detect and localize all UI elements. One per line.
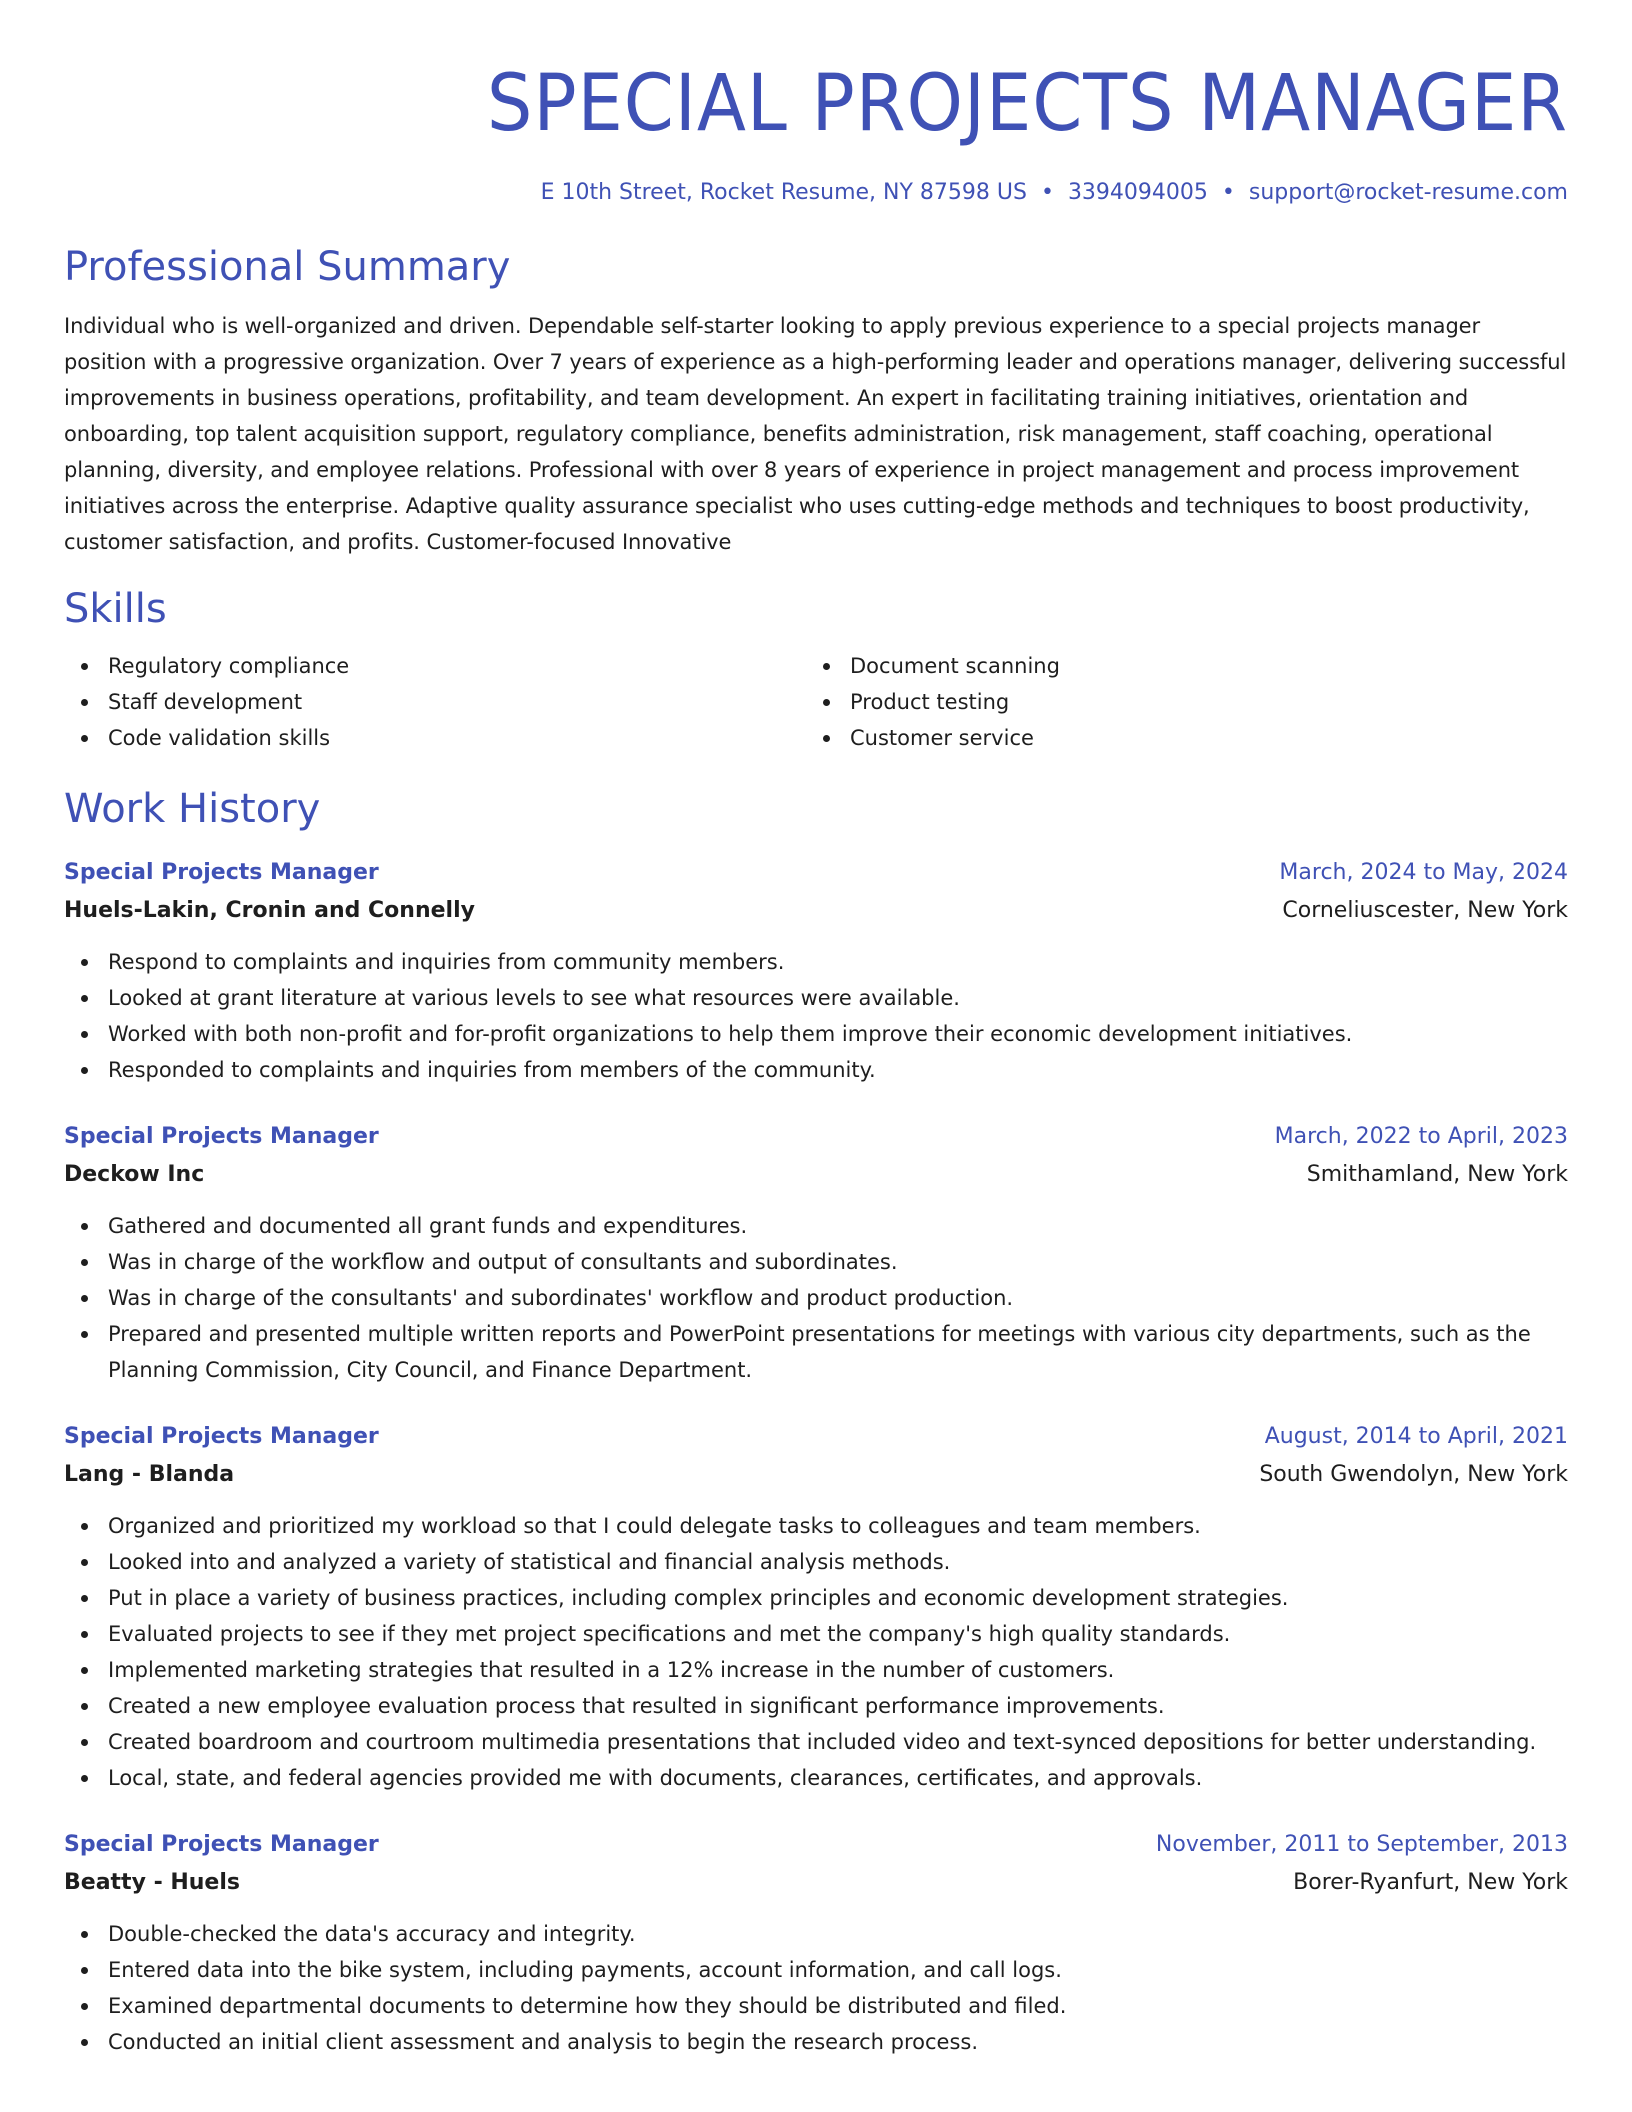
skill-item: Document scanning xyxy=(806,648,1548,684)
job-header-row xyxy=(64,854,1568,892)
job-location: Corneliuscester, New York xyxy=(1282,898,1568,923)
job-dates: August, 2014 to April, 2021 xyxy=(1264,1424,1568,1449)
skills-list-right xyxy=(806,648,1548,756)
work-history-heading: Work History xyxy=(64,786,321,832)
skill-item: Staff development xyxy=(64,684,806,720)
page-title: SPECIAL PROJECTS MANAGER xyxy=(486,59,1568,149)
contact-address: E 10th Street, Rocket Resume, NY 87598 US xyxy=(540,180,1027,205)
job-bullets xyxy=(64,944,1568,1088)
job-dates: November, 2011 to September, 2013 xyxy=(1155,1832,1568,1857)
job-bullet: Gathered and documented all grant funds and expenditures. xyxy=(64,1208,1568,1244)
contact-phone[interactable]: 3394094005 xyxy=(1067,180,1208,205)
summary-heading: Professional Summary xyxy=(64,244,511,290)
job-company-row xyxy=(64,1156,1568,1194)
job-company-row xyxy=(64,1456,1568,1494)
contact-separator: • xyxy=(1040,180,1054,205)
skill-item: Product testing xyxy=(806,684,1548,720)
job-bullet: Worked with both non-profit and for-profit organizations to help them improve their economic development initiatives. xyxy=(64,1016,1568,1052)
job-location: South Gwendolyn, New York xyxy=(1259,1462,1568,1487)
job-bullet: Was in charge of the workflow and output of consultants and subordinates. xyxy=(64,1244,1568,1280)
skill-item: Code validation skills xyxy=(64,720,806,756)
job-entry xyxy=(64,1118,1568,1388)
job-bullet: Created boardroom and courtroom multimedia presentations that included video and text-synced depositions for better understanding. xyxy=(64,1724,1568,1760)
job-company: Beatty - Huels xyxy=(64,1870,240,1895)
job-bullet: Looked into and analyzed a variety of statistical and financial analysis methods. xyxy=(64,1544,1568,1580)
job-bullet: Organized and prioritized my workload so that I could delegate tasks to colleagues and team members. xyxy=(64,1508,1568,1544)
job-bullet: Created a new employee evaluation process that resulted in significant performance improvements. xyxy=(64,1688,1568,1724)
skill-item: Regulatory compliance xyxy=(64,648,806,684)
job-dates: March, 2022 to April, 2023 xyxy=(1274,1124,1568,1149)
contact-email[interactable]: support@rocket-resume.com xyxy=(1248,180,1568,205)
job-bullet: Looked at grant literature at various levels to see what resources were available. xyxy=(64,980,1568,1016)
job-bullet: Responded to complaints and inquiries from members of the community. xyxy=(64,1052,1568,1088)
job-bullet: Respond to complaints and inquiries from community members. xyxy=(64,944,1568,980)
job-bullet: Double-checked the data's accuracy and integrity. xyxy=(64,1916,1568,1952)
job-title: Special Projects Manager xyxy=(64,1124,379,1149)
job-header-row xyxy=(64,1826,1568,1864)
job-entry xyxy=(64,1826,1568,2060)
job-bullets xyxy=(64,1208,1568,1388)
job-dates: March, 2024 to May, 2024 xyxy=(1279,860,1568,885)
job-entry xyxy=(64,1418,1568,1796)
job-bullet: Was in charge of the consultants' and subordinates' workflow and product production. xyxy=(64,1280,1568,1316)
job-bullet: Implemented marketing strategies that resulted in a 12% increase in the number of customers. xyxy=(64,1652,1568,1688)
skills-list-left xyxy=(64,648,806,756)
job-company-row xyxy=(64,892,1568,930)
job-bullets xyxy=(64,1916,1568,2060)
job-company: Huels-Lakin, Cronin and Connelly xyxy=(64,898,475,923)
job-company-row xyxy=(64,1864,1568,1902)
job-company: Lang - Blanda xyxy=(64,1462,235,1487)
job-location: Smithamland, New York xyxy=(1306,1162,1568,1187)
skill-item: Customer service xyxy=(806,720,1548,756)
contact-separator: • xyxy=(1221,180,1235,205)
job-bullet: Entered data into the bike system, including payments, account information, and call logs. xyxy=(64,1952,1568,1988)
job-title: Special Projects Manager xyxy=(64,1424,379,1449)
job-title: Special Projects Manager xyxy=(64,860,379,885)
job-bullet: Put in place a variety of business practices, including complex principles and economic development strategies. xyxy=(64,1580,1568,1616)
job-bullet: Prepared and presented multiple written reports and PowerPoint presentations for meetings with various city departments, such as the Planning Commission, City Council, and Finance Department. xyxy=(64,1316,1568,1388)
job-location: Borer-Ryanfurt, New York xyxy=(1293,1870,1568,1895)
job-header-row xyxy=(64,1418,1568,1456)
job-bullet: Local, state, and federal agencies provided me with documents, clearances, certificates, and approvals. xyxy=(64,1760,1568,1796)
job-entry xyxy=(64,854,1568,1088)
job-company: Deckow Inc xyxy=(64,1162,205,1187)
job-header-row xyxy=(64,1118,1568,1156)
job-title: Special Projects Manager xyxy=(64,1832,379,1857)
skills-grid xyxy=(64,648,1568,756)
job-bullet: Conducted an initial client assessment and analysis to begin the research process. xyxy=(64,2024,1568,2060)
skills-heading: Skills xyxy=(64,586,167,632)
contact-line xyxy=(64,178,1568,208)
job-bullets xyxy=(64,1508,1568,1796)
summary-text: Individual who is well-organized and driven. Dependable self-starter looking to apply previous experience to a special projects manager position with a progressive organization. Over 7 years of experience as a high-performing leader and operations manager, delivering successful improvements in business operations, profitability, and team development. An expert in facilitating training initiatives, orientation and onboarding, top talent acquisition support, regulatory compliance, benefits administration, risk management, staff coaching, operational planning, diversity, and employee relations. Professional with over 8 years of experience in project management and process improvement initiatives across the enterprise. Adaptive quality assurance specialist who uses cutting-edge methods and techniques to boost productivity, customer satisfaction, and profits. Customer-focused Innovative xyxy=(64,314,1567,554)
job-bullet: Evaluated projects to see if they met project specifications and met the company's high quality standards. xyxy=(64,1616,1568,1652)
job-bullet: Examined departmental documents to determine how they should be distributed and filed. xyxy=(64,1988,1568,2024)
resume-header xyxy=(64,56,1568,208)
